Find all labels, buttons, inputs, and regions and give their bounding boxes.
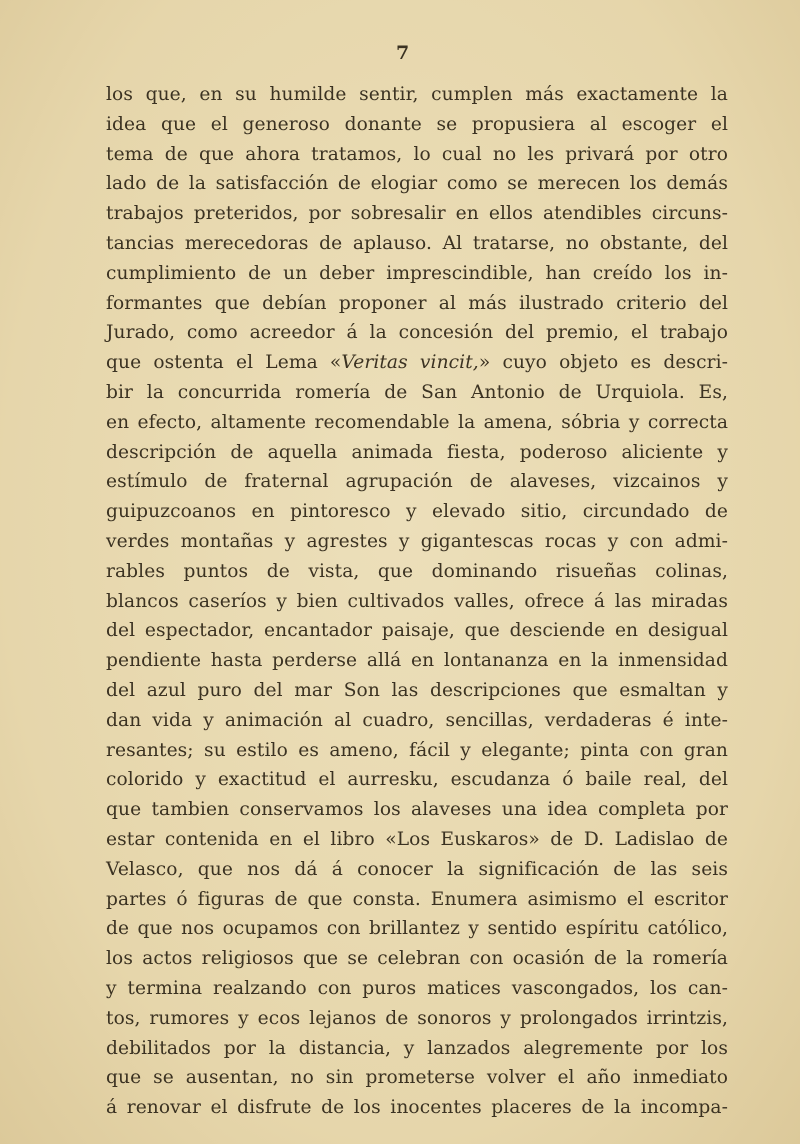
text-line: del azul puro del mar Son las descripciones que esmaltan y <box>106 679 728 701</box>
text-line: Jurado, como acreedor á la concesión del premio, el trabajo <box>106 322 728 344</box>
text-line: dan vida y animación al cuadro, sencillas, verdaderas é inte- <box>106 709 728 731</box>
text-line: que tambien conservamos los alaveses una idea completa por <box>106 799 728 821</box>
text-line: verdes montañas y agrestes y gigantescas rocas y con admi- <box>106 530 728 552</box>
text-line: tancias merecedoras de aplauso. Al tratarse, no obstante, del <box>106 232 728 254</box>
text-line: trabajos preteridos, por sobresalir en ellos atendibles circuns- <box>106 203 728 225</box>
body-text <box>106 80 728 1123</box>
text-line: del espectador, encantador paisaje, que desciende en desigual <box>106 620 728 642</box>
text-line: pendiente hasta perderse allá en lontananza en la inmensidad <box>106 650 728 672</box>
text-line: guipuzcoanos en pintoresco y elevado sitio, circundado de <box>106 501 728 523</box>
text-line: lado de la satisfacción de elogiar como se merecen los demás <box>106 173 728 195</box>
text-line: idea que el generoso donante se propusiera al escoger el <box>106 113 728 135</box>
text-line: partes ó figuras de que consta. Enumera asimismo el escritor <box>106 888 728 910</box>
text-line: debilitados por la distancia, y lanzados alegremente por los <box>106 1037 728 1059</box>
text-line: de que nos ocupamos con brillantez y sentido espíritu católico, <box>106 918 728 940</box>
text-line: blancos caseríos y bien cultivados valles, ofrece á las miradas <box>106 590 728 612</box>
motto: Veritas vincit, <box>341 352 479 374</box>
text-line: descripción de aquella animada fiesta, poderoso aliciente y <box>106 441 728 463</box>
text-line: que se ausentan, no sin prometerse volver el año inmediato <box>106 1067 728 1089</box>
text-line: y termina realzando con puros matices vascongados, los can- <box>106 977 728 999</box>
page-number: 7 <box>396 42 410 64</box>
text-line: estímulo de fraternal agrupación de alaveses, vizcainos y <box>106 471 728 493</box>
text-line: á renovar el disfrute de los inocentes placeres de la incompa- <box>106 1097 728 1119</box>
text-line: cumplimiento de un deber imprescindible, han creído los in- <box>106 262 728 284</box>
text-line: rables puntos de vista, que dominando risueñas colinas, <box>106 560 728 582</box>
text-line: colorido y exactitud el aurresku, escudanza ó baile real, del <box>106 769 728 791</box>
text-line: que ostenta el Lema «Veritas vincit,» cuyo objeto es descri- <box>106 352 729 374</box>
text-line: los que, en su humilde sentir, cumplen más exactamente la <box>106 84 728 105</box>
text-line: resantes; su estilo es ameno, fácil y elegante; pinta con gran <box>106 739 728 761</box>
text-line: estar contenida en el libro «Los Euskaros» de D. Ladislao de <box>106 828 728 850</box>
text-line: en efecto, altamente recomendable la amena, sóbria y correcta <box>106 411 728 433</box>
text-line: los actos religiosos que se celebran con ocasión de la romería <box>106 948 728 970</box>
text-line: tema de que ahora tratamos, lo cual no les privará por otro <box>106 143 728 165</box>
text-line: Velasco, que nos dá á conocer la significación de las seis <box>106 858 728 880</box>
text-line: formantes que debían proponer al más ilustrado criterio del <box>106 292 728 314</box>
text-line: tos, rumores y ecos lejanos de sonoros y prolongados irrintzis, <box>106 1007 728 1029</box>
text-line: bir la concurrida romería de San Antonio de Urquiola. Es, <box>106 381 728 403</box>
